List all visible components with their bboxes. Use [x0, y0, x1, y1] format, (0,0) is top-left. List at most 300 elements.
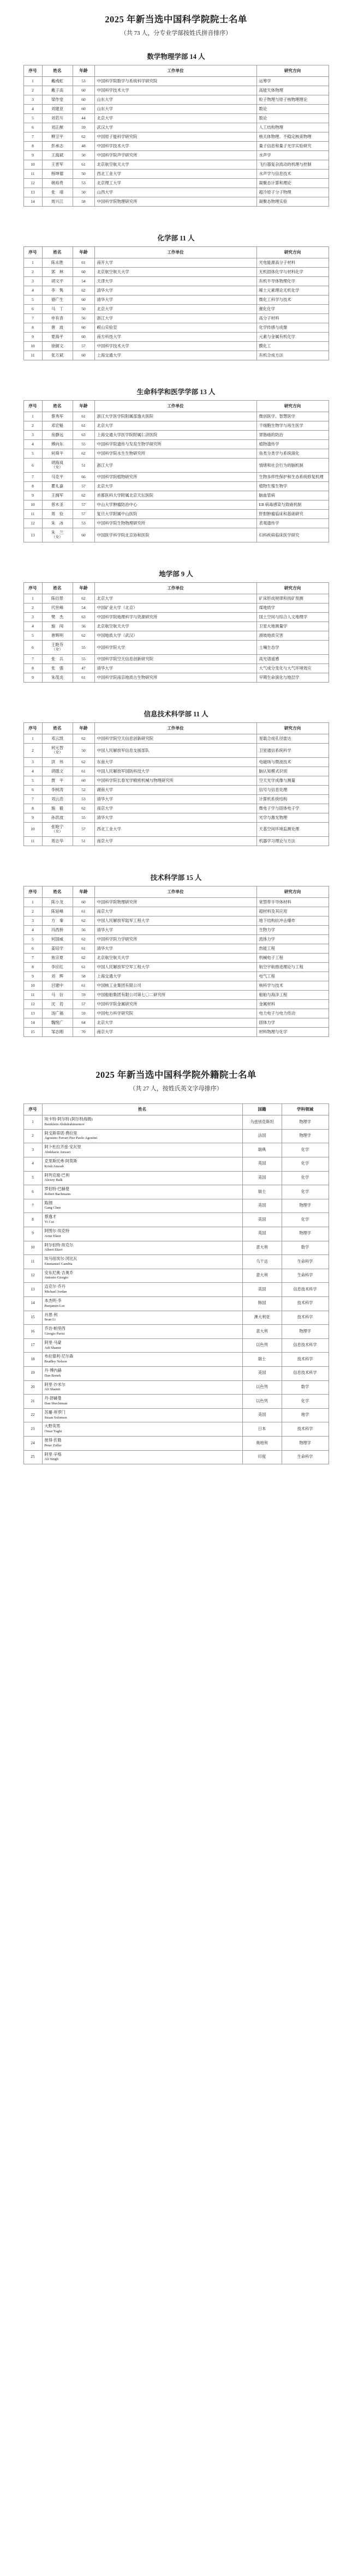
cell-name	[42, 1296, 242, 1311]
cell-country: 乌兹别克斯坦	[242, 1115, 282, 1130]
cell-field: 宽禁带半导体材料	[256, 898, 329, 907]
table-row	[23, 1227, 329, 1241]
cell-country: 日本	[242, 1422, 282, 1437]
cell-field: 化学	[282, 1157, 329, 1171]
cell-index: 2	[23, 86, 42, 95]
cell-field: 催化化学	[256, 305, 329, 314]
cell-index: 6	[23, 641, 42, 655]
table-row	[23, 972, 329, 981]
column-header-name: 姓名	[42, 401, 73, 412]
name-chinese: 肖恩·利	[44, 1312, 58, 1317]
cell-age: 61	[73, 258, 94, 268]
cell-name	[42, 1241, 242, 1255]
cell-field: 稀土元素理论无机化学	[256, 286, 329, 295]
table-row	[23, 197, 329, 207]
cell-index: 9	[23, 813, 42, 822]
cell-org: 中国科学院大学	[94, 641, 256, 655]
column-header-index: 序号	[23, 65, 42, 77]
cell-age: 57	[73, 482, 94, 491]
gender-marker: （女）	[52, 648, 63, 652]
table-row	[23, 528, 329, 542]
column-header-org: 工作单位	[94, 886, 256, 897]
table-row	[23, 188, 329, 197]
cell-index: 13	[23, 1283, 42, 1297]
table-row	[23, 440, 329, 449]
table-row	[23, 734, 329, 744]
table-row	[23, 1027, 329, 1036]
column-header-index: 序号	[23, 582, 42, 594]
cell-age: 57	[73, 822, 94, 836]
cell-age: 60	[73, 86, 94, 95]
page-subtitle: （共 73 人，分专业学部按姓氏拼音排序）	[120, 30, 232, 37]
table-row	[23, 277, 329, 286]
cell-index: 2	[23, 604, 42, 613]
cell-name: 沈 岩	[42, 999, 73, 1009]
cell-name: 焦宗夏	[42, 953, 73, 962]
cell-age: 62	[73, 804, 94, 813]
section-spacer	[0, 683, 352, 695]
cell-age: 62	[73, 286, 94, 295]
cell-age: 53	[73, 794, 94, 804]
cell-field: 卫星通信系统科学	[256, 744, 329, 758]
cell-country: 美国	[242, 1171, 282, 1185]
cell-field: 化学	[282, 1213, 329, 1227]
cell-age: 56	[73, 314, 94, 323]
column-header-country: 国籍	[242, 1103, 282, 1115]
cell-index: 7	[23, 654, 42, 663]
cell-name: 杨坤德	[42, 170, 73, 179]
name-latin: Gang Chen	[44, 1206, 61, 1210]
cell-name: 何国威	[42, 934, 73, 944]
cell-index: 8	[23, 323, 42, 333]
column-header-age: 年龄	[73, 401, 94, 412]
cell-field: 无机固体化学与材料化学	[256, 268, 329, 277]
cell-name: 朱 兰 （女）	[42, 528, 73, 542]
cell-country: 瑞士	[242, 1185, 282, 1199]
cell-country: 意大利	[242, 1269, 282, 1283]
table-row	[23, 77, 329, 86]
cell-country: 意大利	[242, 1241, 282, 1255]
cell-field: 肝胆肿瘤临床和基础研究	[256, 510, 329, 519]
cell-age: 59	[73, 990, 94, 999]
cell-age: 57	[73, 510, 94, 519]
table-row	[23, 1311, 329, 1325]
cell-org: 清华大学	[94, 813, 256, 822]
name-latin: Benjamin Lee	[44, 1304, 65, 1308]
cell-org: 中山大学肿瘤防治中心	[94, 500, 256, 510]
cell-index: 6	[23, 944, 42, 953]
column-header-index: 序号	[23, 1103, 42, 1115]
cell-field: 核科学与技术	[256, 981, 329, 990]
table-row	[23, 794, 329, 804]
foreign-page-subtitle: （共 27 人，按姓氏英文字母排序）	[129, 1085, 223, 1092]
cell-age: 59	[73, 1009, 94, 1018]
cell-field: 水声学	[256, 151, 329, 160]
cell-name: 唐辉明	[42, 631, 73, 641]
cell-field: 滑坡地质灾害	[256, 631, 329, 641]
name-latin: Michael Jordan	[44, 1290, 67, 1294]
table-row	[23, 342, 329, 351]
cell-field: 化学	[282, 1171, 329, 1185]
cell-field: 微电子学与固体电子学	[256, 804, 329, 813]
cell-field: 表观遗传学	[256, 519, 329, 528]
cell-org: 西北工业大学	[94, 822, 256, 836]
cell-name	[42, 1380, 242, 1395]
cell-name: 胡德文	[42, 767, 73, 776]
table-row	[23, 804, 329, 813]
gender-marker: （女）	[52, 535, 63, 540]
name-latin: Agostino Ferrari Pier Paolo Agostini	[44, 1136, 98, 1141]
cell-org: 北京航空航天大学	[94, 160, 256, 170]
name-latin: Antonio Giorgio	[44, 1276, 69, 1280]
table-row	[23, 673, 329, 682]
name-chinese: 阿卜杜拉齐兹·安瓦里	[44, 1145, 81, 1150]
table-header-row	[23, 401, 329, 412]
name-latin: Omar Yaghi	[44, 1429, 62, 1434]
cell-index: 3	[23, 277, 42, 286]
table-row	[23, 473, 329, 482]
cell-age: 70	[73, 1027, 94, 1036]
cell-country: 韩国	[242, 1296, 282, 1311]
cell-field: 高光谱遥感	[256, 654, 329, 663]
table-row	[23, 142, 329, 151]
cell-age: 57	[73, 999, 94, 1009]
table-row	[23, 767, 329, 776]
column-header-name: 姓名	[42, 722, 73, 734]
table-row	[23, 1380, 329, 1395]
cell-field: 植物遗传学	[256, 440, 329, 449]
table-row	[23, 836, 329, 846]
gender-marker: （女）	[52, 751, 63, 755]
cell-name	[42, 1115, 242, 1130]
cell-index: 9	[23, 491, 42, 500]
section-title-life-medical	[0, 387, 352, 396]
cell-org: 南京大学	[94, 1027, 256, 1036]
cell-age: 55	[73, 813, 94, 822]
cell-index: 7	[23, 794, 42, 804]
name-latin: Peter Zoller	[44, 1443, 62, 1447]
cell-age: 61	[73, 421, 94, 431]
table-row	[23, 1283, 329, 1297]
table-row	[23, 1255, 329, 1269]
table-row	[23, 654, 329, 663]
cell-index: 13	[23, 1009, 42, 1018]
cell-index: 4	[23, 286, 42, 295]
table-row	[23, 1129, 329, 1143]
cell-age: 53	[73, 519, 94, 528]
cell-name: 曾木圣	[42, 500, 73, 510]
cell-index: 12	[23, 519, 42, 528]
cell-name	[42, 1450, 242, 1464]
cell-org: 北京大学	[94, 1018, 256, 1027]
cell-field: 高分子材料	[256, 314, 329, 323]
table-row	[23, 1185, 329, 1199]
cell-age: 60	[73, 268, 94, 277]
cell-index: 1	[23, 77, 42, 86]
cell-org: 北京大学	[94, 114, 256, 123]
cell-field: 光学与激光物理	[256, 813, 329, 822]
table-row	[23, 1296, 329, 1311]
cell-age: 47	[73, 663, 94, 673]
cell-name: 孙洪波	[42, 813, 73, 822]
roster-table-earth-science	[23, 582, 329, 683]
cell-name: 李树涛	[42, 786, 73, 795]
cell-index: 10	[23, 1241, 42, 1255]
table-row	[23, 258, 329, 268]
sections-container	[0, 51, 352, 1037]
cell-index: 4	[23, 622, 42, 631]
cell-index: 1	[23, 258, 42, 268]
cell-org: 中国科学技术大学	[94, 86, 256, 95]
table-row	[23, 160, 329, 170]
cell-index: 2	[23, 421, 42, 431]
cell-country: 瑞典	[242, 1143, 282, 1157]
cell-country: 印度	[242, 1450, 282, 1464]
column-header-org: 工作单位	[94, 401, 256, 412]
cell-org: 中国人民解放军国防科技大学	[94, 767, 256, 776]
name-chinese: 本杰明·李	[44, 1298, 62, 1303]
section-spacer	[0, 207, 352, 219]
table-row	[23, 1450, 329, 1464]
column-header-index: 序号	[23, 401, 42, 412]
name-latin: Alexey Balk	[44, 1178, 63, 1183]
table-row	[23, 1325, 329, 1339]
cell-name: 蔡秀军	[42, 412, 73, 421]
cell-field: 干细胞生物学与再生医学	[256, 421, 329, 431]
cell-age: 62	[73, 916, 94, 926]
cell-field: 物理学	[282, 1325, 329, 1339]
cell-index: 20	[23, 1380, 42, 1395]
name-latin: Ali Singh	[44, 1457, 58, 1462]
column-header-name: 姓名	[42, 65, 73, 77]
cell-name: 刘云浩	[42, 794, 73, 804]
cell-index: 4	[23, 1157, 42, 1171]
table-row	[23, 323, 329, 333]
cell-name: 骆广生	[42, 295, 73, 305]
section-title-label: 生命科学和医学学部	[136, 388, 199, 396]
cell-field: 生命科学	[282, 1255, 329, 1269]
section-spacer	[0, 846, 352, 858]
cell-index: 22	[23, 1408, 42, 1422]
cell-index: 6	[23, 786, 42, 795]
cell-field: 金属材料	[256, 999, 329, 1009]
cell-age: 61	[73, 944, 94, 953]
roster-table-math-physics	[23, 65, 329, 207]
cell-index: 5	[23, 776, 42, 786]
cell-name: 魏悦广	[42, 1018, 73, 1027]
table-row	[23, 1157, 329, 1171]
cell-age: 55	[73, 440, 94, 449]
cell-field: 材料物理与化学	[256, 1027, 329, 1036]
cell-field: 物理学	[282, 1115, 329, 1130]
cell-name	[42, 1199, 242, 1213]
cell-name: 傅向东	[42, 440, 73, 449]
column-header-age: 年龄	[73, 65, 94, 77]
cell-country: 美国	[242, 1199, 282, 1213]
cell-index: 8	[23, 804, 42, 813]
cell-index: 11	[23, 990, 42, 999]
cell-age: 56	[73, 926, 94, 935]
cell-age: 61	[73, 412, 94, 421]
name-chinese: 阿里·沙米尔	[44, 1382, 65, 1387]
section-life-medical	[0, 387, 352, 542]
cell-name: 朱 冰	[42, 519, 73, 528]
cell-age: 61	[73, 160, 94, 170]
cell-age: 64	[73, 1018, 94, 1027]
table-row	[23, 1241, 329, 1255]
cell-index: 4	[23, 926, 42, 935]
gender-marker: （女）	[52, 829, 63, 834]
section-count: 14 人	[188, 53, 205, 61]
cell-name: 张 兵	[42, 654, 73, 663]
cell-name: 张 靖	[42, 188, 73, 197]
cell-org: 上海交通大学医学院附属仁济医院	[94, 431, 256, 440]
cell-index: 8	[23, 142, 42, 151]
cell-field: 煤地质学	[256, 604, 329, 613]
cell-name: 何元智 （女）	[42, 744, 73, 758]
table-row	[23, 151, 329, 160]
cell-org: 北京大学	[94, 305, 256, 314]
cell-index: 1	[23, 898, 42, 907]
roster-table-info-tech	[23, 722, 329, 846]
cell-index: 11	[23, 351, 42, 360]
column-header-age: 年龄	[73, 722, 94, 734]
cell-name: 戴子高	[42, 86, 73, 95]
cell-age: 62	[73, 449, 94, 459]
cell-field: 数论	[256, 105, 329, 114]
cell-index: 6	[23, 459, 42, 473]
table-row	[23, 519, 329, 528]
cell-org: 清华大学	[94, 794, 256, 804]
table-row	[23, 822, 329, 836]
cell-age: 61	[73, 907, 94, 916]
cell-org: 中国科学院遗传与发育生物学研究所	[94, 440, 256, 449]
gender-marker: （女）	[52, 466, 63, 470]
cell-field: 化学	[282, 1143, 329, 1157]
cell-field: EB 病毒感染与致癌机制	[256, 500, 329, 510]
cell-field: 人工结构物理	[256, 123, 329, 132]
section-math-physics	[0, 51, 352, 207]
cell-name: 王艳芬 （女）	[42, 641, 73, 655]
cell-age: 54	[73, 604, 94, 613]
cell-field: 物理学	[282, 1129, 329, 1143]
table-row	[23, 86, 329, 95]
cell-org: 浙江大学	[94, 459, 256, 473]
cell-org: 中国科学院力学研究所	[94, 934, 256, 944]
cell-name: 陈衍景	[42, 594, 73, 604]
cell-index: 10	[23, 342, 42, 351]
cell-country: 美国	[242, 1213, 282, 1227]
cell-name	[42, 1129, 242, 1143]
cell-age: 51	[73, 836, 94, 846]
roster-table-technical-science	[23, 886, 329, 1037]
name-chinese: 阿尔伯特·埃克尔	[44, 1242, 74, 1247]
cell-index: 5	[23, 449, 42, 459]
cell-org: 中国科学院声学研究所	[94, 151, 256, 160]
cell-index: 9	[23, 972, 42, 981]
table-row	[23, 944, 329, 953]
name-latin: Yi Cui	[44, 1220, 54, 1224]
cell-index: 9	[23, 333, 42, 342]
cell-age: 57	[73, 342, 94, 351]
cell-country: 美国	[242, 1408, 282, 1422]
cell-field: 运筹学	[256, 77, 329, 86]
cell-name	[42, 1213, 242, 1227]
cell-index: 11	[23, 836, 42, 846]
cell-index: 1	[23, 734, 42, 744]
column-header-name: 姓名	[42, 582, 73, 594]
cell-country: 瑞士	[242, 1353, 282, 1367]
cell-field: 信号与信息处理	[256, 786, 329, 795]
cell-org: 天津大学	[94, 277, 256, 286]
name-latin: Ali Shamit	[44, 1387, 61, 1392]
cell-field: 热能工程	[256, 944, 329, 953]
cell-org: 浙江大学	[94, 314, 256, 323]
cell-field: 地下结构抗冲击爆炸	[256, 916, 329, 926]
cell-name: 刘 辉	[42, 972, 73, 981]
table-header-row	[23, 1103, 329, 1115]
table-row	[23, 622, 329, 631]
cell-field: 有机合成方法	[256, 351, 329, 360]
cell-age: 58	[73, 197, 94, 207]
cell-age: 62	[73, 934, 94, 944]
cell-age: 44	[73, 114, 94, 123]
section-count: 15 人	[184, 873, 202, 882]
cell-name	[42, 1422, 242, 1437]
cell-index: 8	[23, 663, 42, 673]
cell-index: 6	[23, 1185, 42, 1199]
cell-org: 中国科学技术大学	[94, 342, 256, 351]
name-chinese: 丹·舒赫曼	[44, 1396, 62, 1401]
cell-field: 电磁场与微波技术	[256, 758, 329, 767]
cell-index: 15	[23, 1027, 42, 1036]
cell-name: 王海斌	[42, 151, 73, 160]
cell-name: 李应红	[42, 962, 73, 972]
cell-age: 62	[73, 132, 94, 142]
cell-age: 60	[73, 323, 94, 333]
cell-index: 1	[23, 594, 42, 604]
cell-index: 12	[23, 999, 42, 1009]
cell-name: 刘正猷	[42, 123, 73, 132]
cell-org: 清华大学	[94, 663, 256, 673]
cell-field: 数学	[282, 1380, 329, 1395]
cell-index: 7	[23, 1199, 42, 1213]
column-header-age: 年龄	[73, 582, 94, 594]
cell-field: 计算机系统结构	[256, 794, 329, 804]
cell-org: 北京航空航天大学	[94, 622, 256, 631]
cell-age: 62	[73, 594, 94, 604]
cell-name: 徐铜文	[42, 342, 73, 351]
name-latin: Giorgio Parisi	[44, 1331, 65, 1336]
cell-field: 鱼类分类学与系统演化	[256, 449, 329, 459]
cell-name: 马 衍	[42, 990, 73, 999]
cell-name: 施 闯	[42, 622, 73, 631]
table-row	[23, 114, 329, 123]
column-header-index: 序号	[23, 886, 42, 897]
cell-name: 陈延峰	[42, 907, 73, 916]
cell-field: 脑血管病	[256, 491, 329, 500]
cell-country: 澳大利亚	[242, 1311, 282, 1325]
cell-index: 13	[23, 528, 42, 542]
cell-name	[42, 1367, 242, 1381]
table-row	[23, 907, 329, 916]
cell-country: 美国	[242, 1367, 282, 1381]
section-earth-science	[0, 569, 352, 683]
roster-table-life-medical	[23, 400, 329, 542]
cell-index: 7	[23, 132, 42, 142]
cell-index: 3	[23, 916, 42, 926]
cell-age: 61	[73, 981, 94, 990]
